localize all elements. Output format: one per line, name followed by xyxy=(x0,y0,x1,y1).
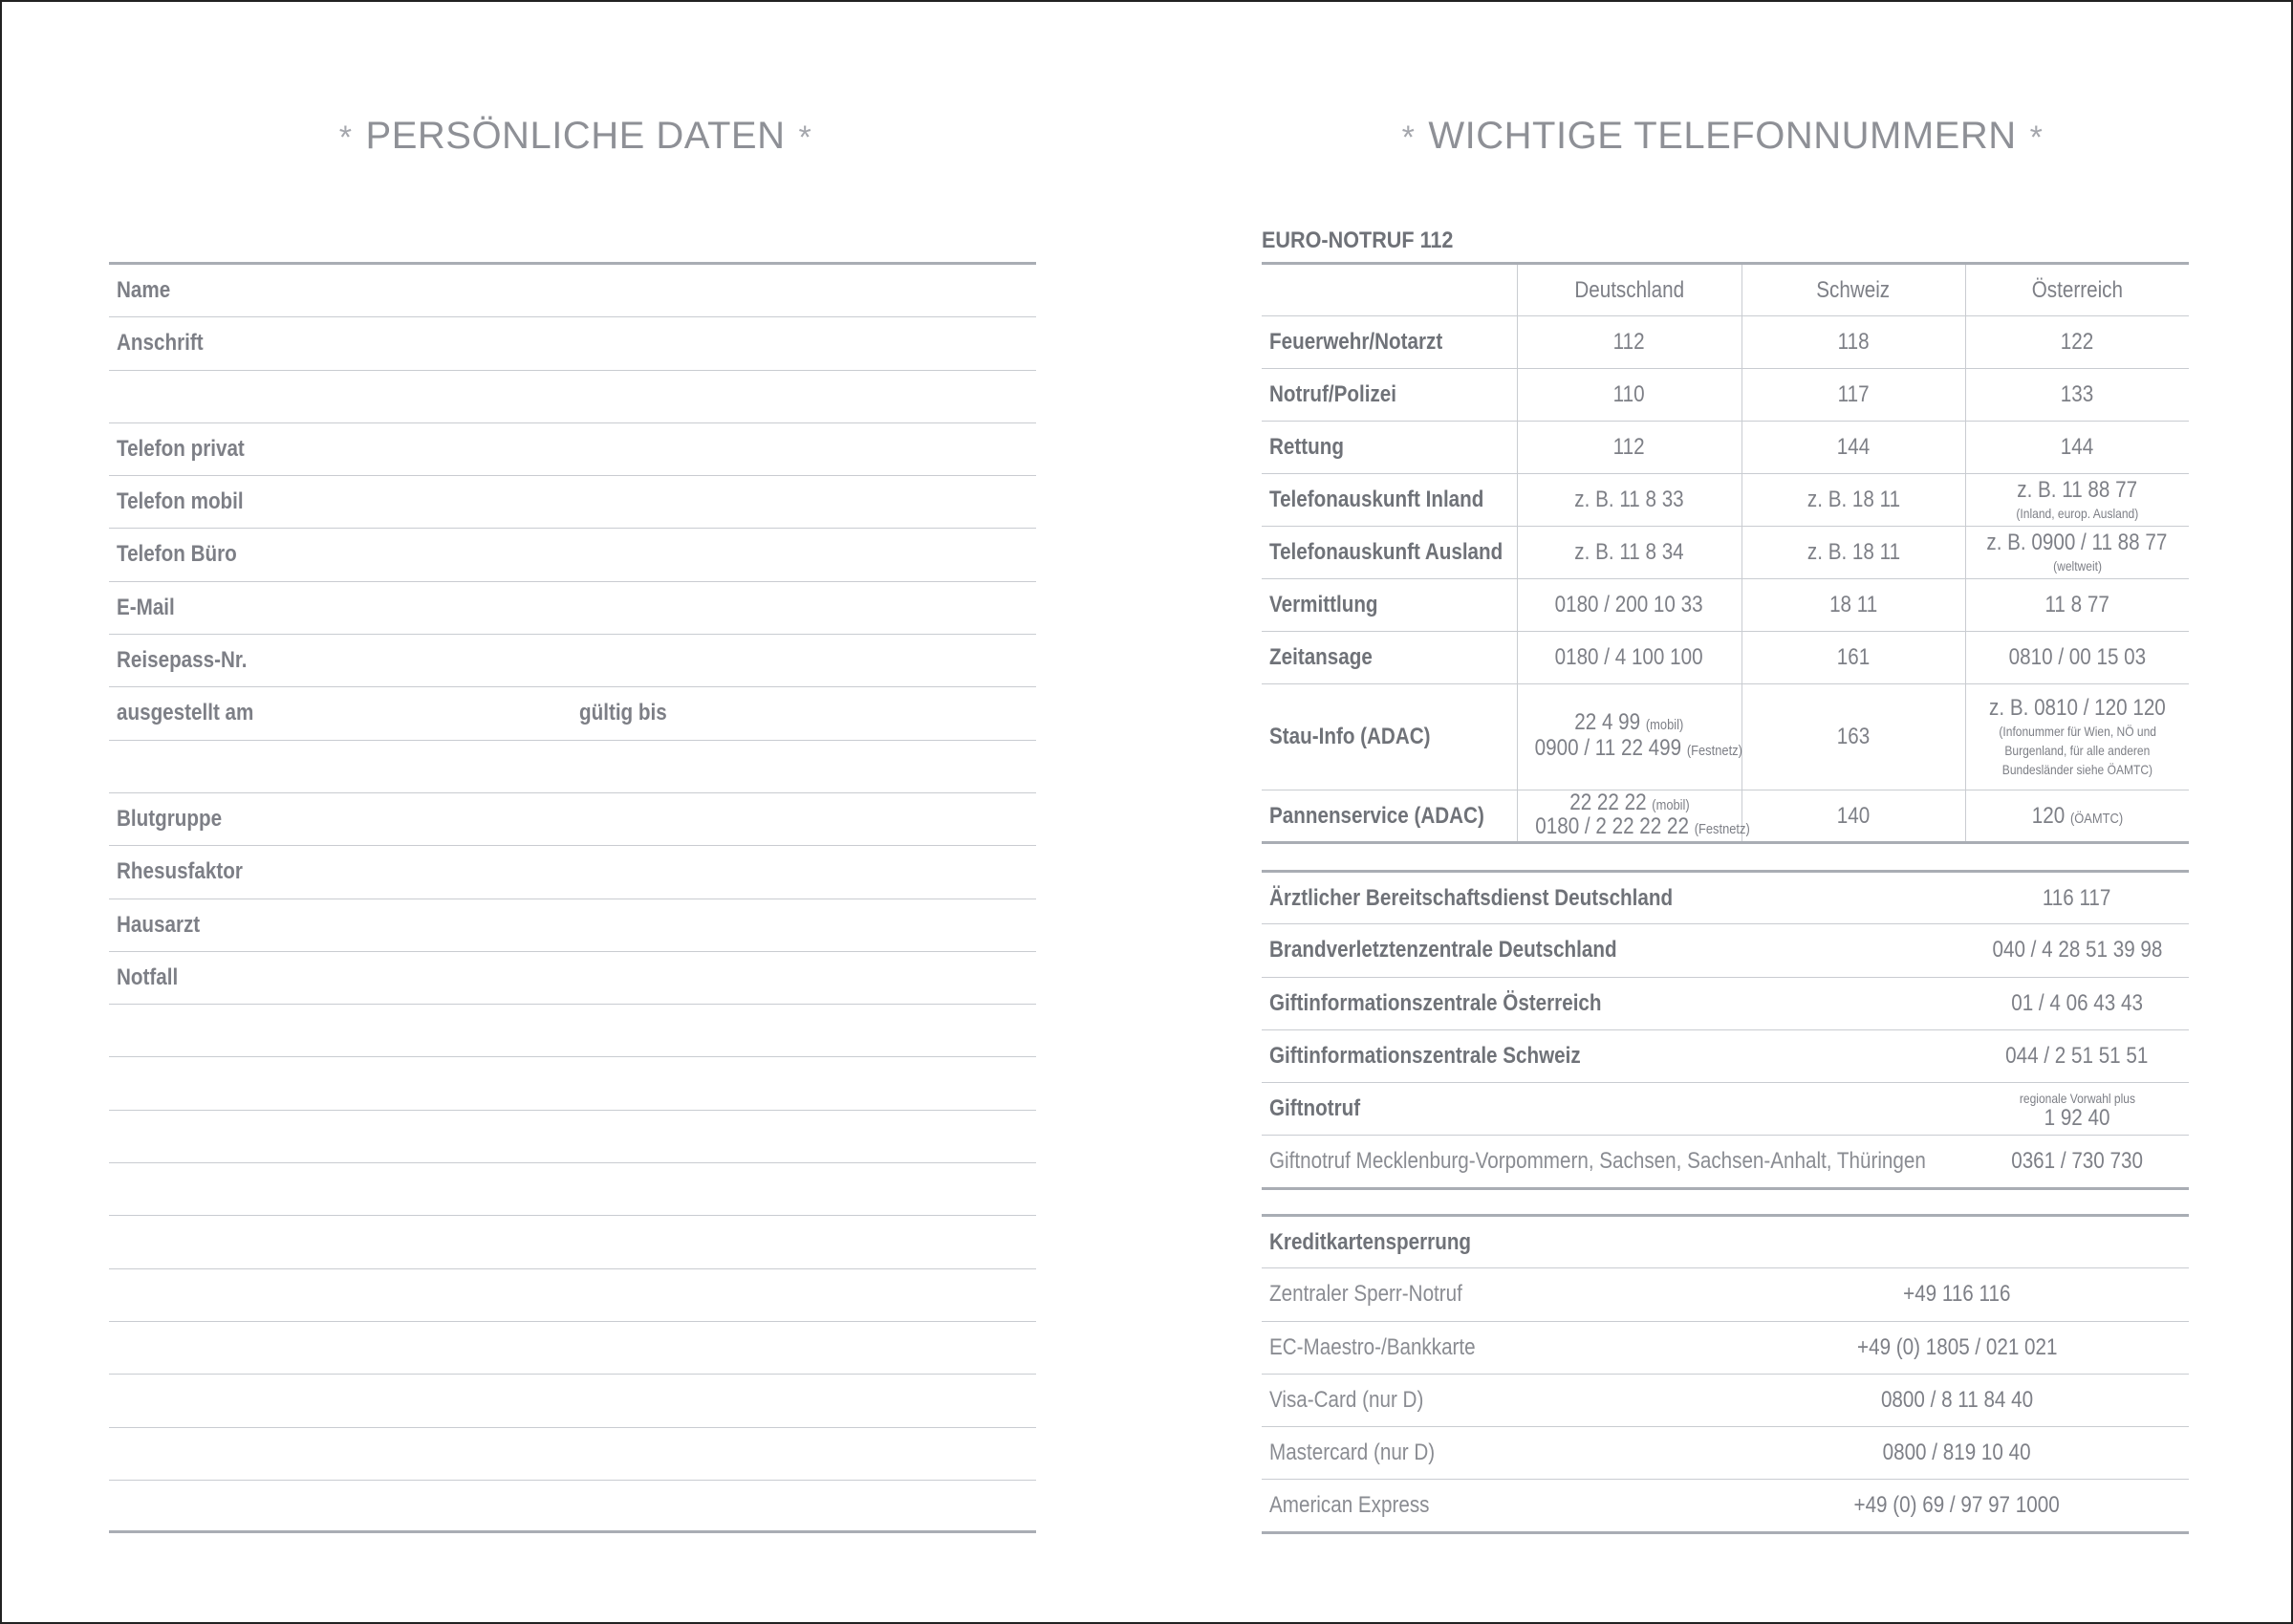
table-row xyxy=(1262,924,2189,977)
phone-number-cell: 0180 / 4 100 100 xyxy=(1517,632,1741,684)
phone-number-cell: 0361 / 730 730 xyxy=(2011,1148,2143,1175)
phone-number-cell: 163 xyxy=(1741,684,1965,790)
service-label: Giftinformationszentrale Schweiz xyxy=(1262,1029,1965,1082)
row-label: Telefonauskunft Ausland xyxy=(1262,527,1517,579)
phone-number-cell: +49 116 116 xyxy=(1725,1268,2189,1321)
form-row-blank[interactable] xyxy=(109,1216,1036,1268)
phone-number-cell: z. B. 11 88 77 (Inland, europ. Ausland) xyxy=(1965,474,2189,527)
form-row-blank[interactable] xyxy=(109,371,1036,423)
euro-emergency-table xyxy=(1262,262,2189,844)
form-row-phone-office[interactable] xyxy=(109,529,1036,581)
field-label: Telefon privat xyxy=(117,435,245,462)
card-label: Mastercard (nur D) xyxy=(1262,1427,1725,1480)
form-row-passport[interactable] xyxy=(109,635,1036,687)
table-row xyxy=(1262,369,2189,422)
table-row xyxy=(1262,1321,2189,1374)
empty-cell xyxy=(1262,264,1517,316)
table-row xyxy=(1262,1029,2189,1082)
field-label: ausgestellt am xyxy=(117,700,254,726)
form-row-blank[interactable] xyxy=(109,1163,1036,1216)
form-row-blank[interactable] xyxy=(109,1005,1036,1057)
table-row xyxy=(1262,790,2189,843)
personal-data-form xyxy=(109,262,1036,1533)
phone-number-cell: 112 xyxy=(1517,316,1741,369)
phone-number-cell: 117 xyxy=(1741,369,1965,422)
form-row-blank[interactable] xyxy=(109,1481,1036,1533)
form-row-blood-group[interactable] xyxy=(109,793,1036,846)
phone-number-cell: 0800 / 819 10 40 xyxy=(1725,1427,2189,1480)
form-row-blank[interactable] xyxy=(109,1322,1036,1375)
field-label-valid-until: gültig bis xyxy=(579,700,667,726)
field-label: Anschrift xyxy=(117,330,204,357)
table-row xyxy=(1262,684,2189,790)
phone-number-cell: 0180 / 200 10 33 xyxy=(1517,579,1741,632)
phone-number-cell: 133 xyxy=(1965,369,2189,422)
service-label: Giftinformationszentrale Österreich xyxy=(1262,977,1965,1029)
phone-number-cell: 122 xyxy=(1965,316,2189,369)
number-note: (mobil) xyxy=(1646,717,1684,733)
row-label: Vermittlung xyxy=(1262,579,1517,632)
table-row xyxy=(1262,632,2189,684)
number-note: (ÖAMTC) xyxy=(2069,810,2123,827)
row-label: Feuerwehr/Notarzt xyxy=(1262,316,1517,369)
column-header-switzerland: Schweiz xyxy=(1741,264,1965,316)
phone-number-cell: 120 (ÖAMTC) xyxy=(1965,790,2189,843)
phone-number-cell: z. B. 0900 / 11 88 77 (weltweit) xyxy=(1965,527,2189,579)
phone-number-cell: 040 / 4 28 51 39 98 xyxy=(1965,924,2189,977)
star-ornament-icon: * xyxy=(798,119,812,156)
form-row-doctor[interactable] xyxy=(109,899,1036,952)
form-row-blank[interactable] xyxy=(109,741,1036,793)
row-label: Pannenservice (ADAC) xyxy=(1269,802,1484,829)
form-row-rhesus[interactable] xyxy=(109,846,1036,899)
row-label: Telefonauskunft Inland xyxy=(1262,474,1517,527)
row-label: Stau-Info (ADAC) xyxy=(1262,684,1517,790)
form-row-emergency[interactable] xyxy=(109,952,1036,1005)
euro-emergency-heading: EURO-NOTRUF 112 xyxy=(1262,227,1454,253)
form-row-blank[interactable] xyxy=(109,1269,1036,1322)
form-row-phone-private[interactable] xyxy=(109,423,1036,476)
service-label: Giftnotruf xyxy=(1262,1083,1965,1136)
number-note: (Inland, europ. Ausland) xyxy=(2016,506,2139,521)
field-label: Hausarzt xyxy=(117,911,201,938)
phone-number-cell: 01 / 4 06 43 43 xyxy=(1965,977,2189,1029)
phone-number-cell: 22 22 22 (mobil) 0180 / 2 22 22 22 (Festnetz) xyxy=(1517,790,1741,843)
phone-number-cell: 0810 / 00 15 03 xyxy=(1965,632,2189,684)
card-label: Zentraler Sperr-Notruf xyxy=(1262,1268,1725,1321)
table-row xyxy=(1262,1216,2189,1268)
table-row xyxy=(1262,1427,2189,1480)
number-note: (Festnetz) xyxy=(1686,743,1742,759)
table-row xyxy=(1262,1083,2189,1136)
table-row xyxy=(1262,527,2189,579)
table-row xyxy=(1262,1268,2189,1321)
card-label: Visa-Card (nur D) xyxy=(1262,1374,1725,1426)
phone-number-cell: z. B. 0810 / 120 120 (Infonummer für Wien, NÖ und Burgenland, für alle anderen Bundesländer siehe ÖAMTC) xyxy=(1965,684,2189,790)
card-blocking-heading: Kreditkartensperrung xyxy=(1262,1216,2189,1268)
row-label: Rettung xyxy=(1262,422,1517,474)
column-header-austria: Österreich xyxy=(1965,264,2189,316)
service-label: Ärztlicher Bereitschaftsdienst Deutschland xyxy=(1262,872,1965,924)
row-label: Zeitansage xyxy=(1262,632,1517,684)
phone-number-cell: 144 xyxy=(1741,422,1965,474)
form-row-email[interactable] xyxy=(109,582,1036,635)
column-header-germany: Deutschland xyxy=(1517,264,1741,316)
number-note: Bundesländer siehe ÖAMTC) xyxy=(2001,762,2152,777)
phone-number-cell: 0800 / 8 11 84 40 xyxy=(1725,1374,2189,1426)
phone-number-cell: 116 117 xyxy=(1965,872,2189,924)
number-note: (weltweit) xyxy=(2052,558,2102,574)
phone-number-cell: z. B. 18 11 xyxy=(1741,527,1965,579)
phone-number-cell: +49 (0) 69 / 97 97 1000 xyxy=(1853,1492,2061,1519)
number-note: (Festnetz) xyxy=(1694,820,1750,837)
form-row-blank[interactable] xyxy=(109,1428,1036,1481)
form-row-blank[interactable] xyxy=(109,1375,1036,1427)
phone-number-cell: z. B. 18 11 xyxy=(1741,474,1965,527)
table-row xyxy=(1262,1480,2189,1532)
card-blocking-table xyxy=(1262,1214,2189,1534)
phone-number-cell: +49 (0) 1805 / 021 021 xyxy=(1725,1321,2189,1374)
service-label: Brandverletztenzentrale Deutschland xyxy=(1262,924,1965,977)
phone-number-cell: 22 4 99 (mobil) 0900 / 11 22 499 (Festnetz) xyxy=(1517,684,1741,790)
table-row xyxy=(1262,1136,2189,1188)
field-label: Reisepass-Nr. xyxy=(117,647,248,674)
phone-number-cell: 044 / 2 51 51 51 xyxy=(1965,1029,2189,1082)
field-label: E-Mail xyxy=(117,594,175,620)
number-note: (mobil) xyxy=(1651,796,1690,813)
phone-number-cell: 11 8 77 xyxy=(1965,579,2189,632)
star-ornament-icon: * xyxy=(338,119,353,156)
table-row xyxy=(1262,316,2189,369)
table-header-row xyxy=(1262,264,2189,316)
phone-number-cell: 144 xyxy=(1965,422,2189,474)
page-title-phone-numbers: * WICHTIGE TELEFONNUMMERN * xyxy=(1244,109,2200,162)
phone-number-cell: 110 xyxy=(1517,369,1741,422)
table-row xyxy=(1262,422,2189,474)
form-row-blank[interactable] xyxy=(109,1057,1036,1110)
form-row-phone-mobile[interactable] xyxy=(109,476,1036,529)
table-row xyxy=(1262,872,2189,924)
number-note: regionale Vorwahl plus xyxy=(2019,1091,2135,1107)
table-row xyxy=(1262,474,2189,527)
page-title-personal-data: * PERSÖNLICHE DATEN * xyxy=(97,109,1053,162)
phone-number-cell: 18 11 xyxy=(1741,579,1965,632)
field-label: Name xyxy=(117,277,171,303)
field-label: Blutgruppe xyxy=(117,805,223,832)
phone-number-cell: z. B. 11 8 34 xyxy=(1517,527,1741,579)
phone-number-cell: 161 xyxy=(1741,632,1965,684)
form-row-issued-valid[interactable] xyxy=(109,687,1036,740)
table-row xyxy=(1262,579,2189,632)
number-note: (Infonummer für Wien, NÖ und xyxy=(1998,724,2156,739)
number-note: Burgenland, für alle anderen xyxy=(2004,743,2151,758)
star-ornament-icon: * xyxy=(2029,119,2044,156)
form-row-name[interactable] xyxy=(109,265,1036,317)
card-label: EC-Maestro-/Bankkarte xyxy=(1262,1321,1725,1374)
service-label: Giftnotruf Mecklenburg-Vorpommern, Sachsen, Sachsen-Anhalt, Thüringen xyxy=(1269,1148,1926,1175)
table-row xyxy=(1262,977,2189,1029)
card-label: American Express xyxy=(1269,1492,1430,1519)
phone-number-cell: 140 xyxy=(1741,790,1965,843)
phone-number-cell: 112 xyxy=(1517,422,1741,474)
star-ornament-icon: * xyxy=(1401,119,1416,156)
services-table xyxy=(1262,870,2189,1190)
row-label: Notruf/Polizei xyxy=(1262,369,1517,422)
table-row xyxy=(1262,1374,2189,1426)
form-row-blank[interactable] xyxy=(109,1111,1036,1163)
form-row-address[interactable] xyxy=(109,317,1036,370)
phone-number-cell: regionale Vorwahl plus 1 92 40 xyxy=(1965,1083,2189,1136)
field-label: Rhesusfaktor xyxy=(117,858,243,885)
field-label: Telefon mobil xyxy=(117,488,244,515)
field-label: Telefon Büro xyxy=(117,541,237,568)
phone-number-cell: 118 xyxy=(1741,316,1965,369)
phone-number-cell: z. B. 11 8 33 xyxy=(1517,474,1741,527)
field-label: Notfall xyxy=(117,964,179,990)
